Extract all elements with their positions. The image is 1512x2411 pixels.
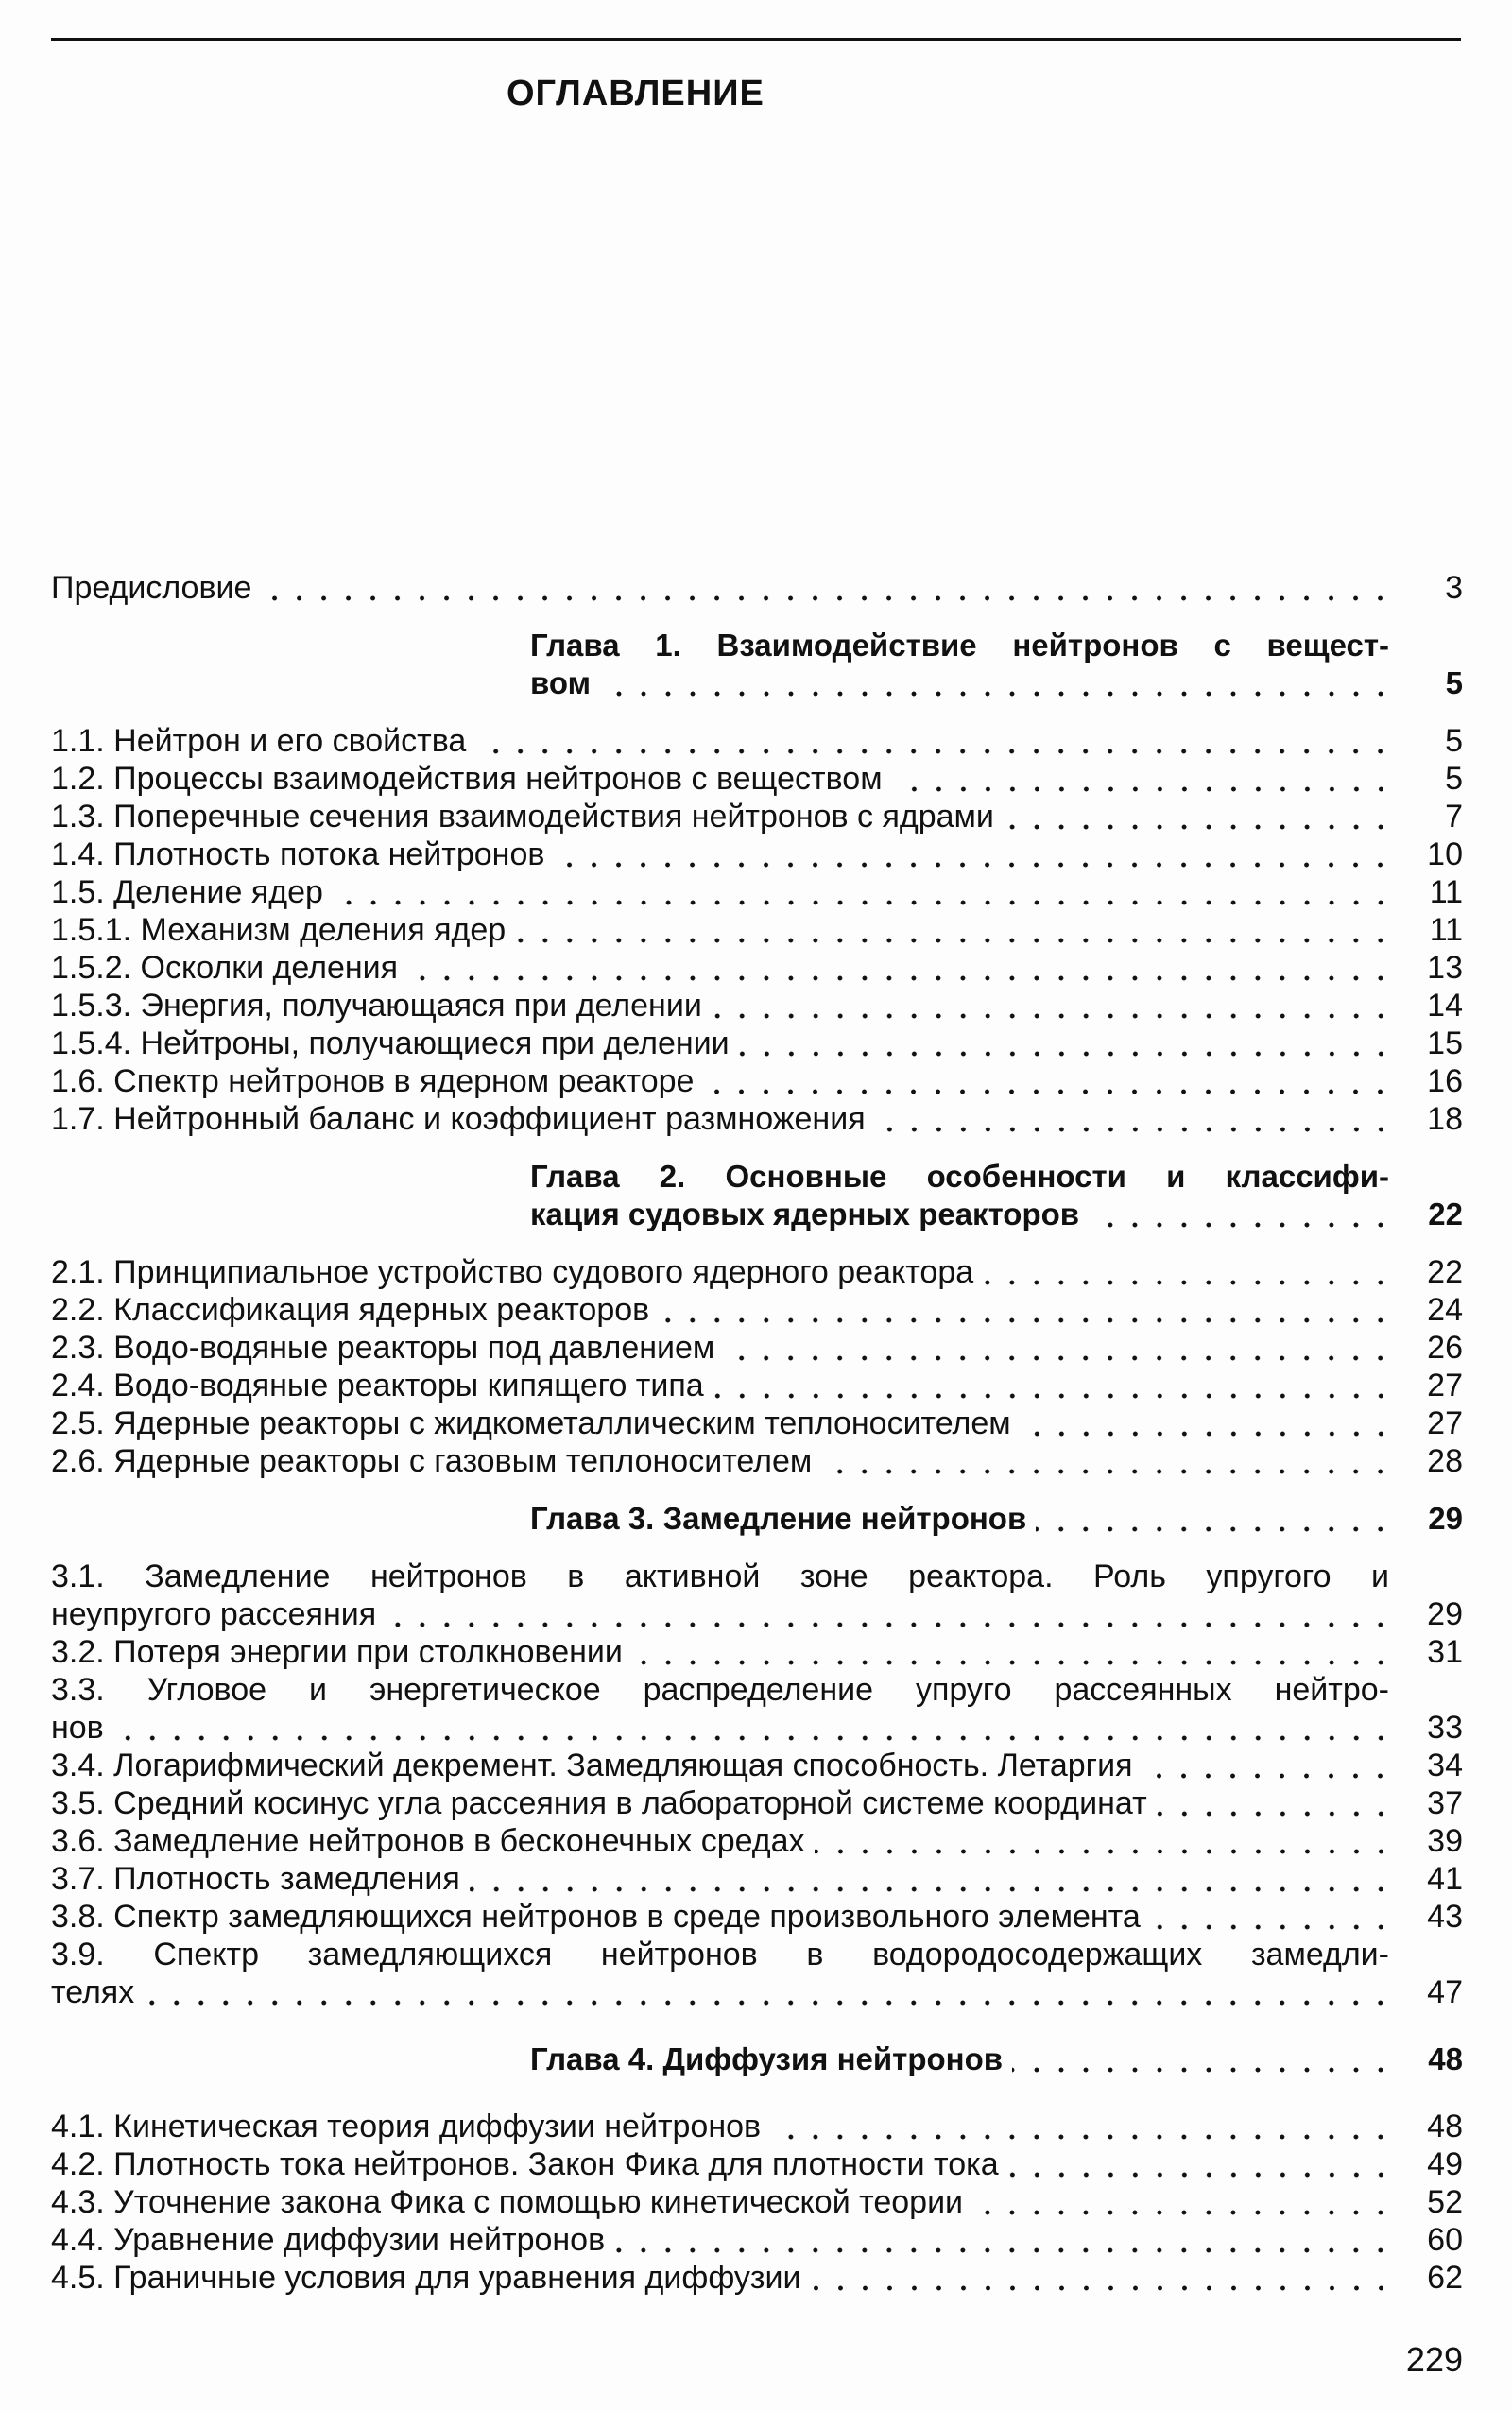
toc-row (51, 1898, 1463, 1936)
toc-row (51, 1404, 1463, 1442)
dot-leader (1021, 1404, 1393, 1442)
entry-title-line: 2.5. Ядерные реакторы с жидкометаллическим теплоносителем (51, 1405, 1011, 1441)
toc-entry (51, 1442, 1463, 1480)
entry-page-number: 5 (1445, 761, 1463, 797)
dot-leader (1157, 1784, 1393, 1822)
toc-entry (51, 1025, 1463, 1062)
toc-row (51, 1253, 1463, 1291)
entry-title-line: 3.1. Замедление нейтронов в активной зоне реактора. Роль упругого и (51, 1559, 1389, 1594)
toc-entry (51, 835, 1463, 873)
entry-page-number: 26 (1427, 1330, 1463, 1366)
toc-row (51, 1973, 1463, 2011)
entry-title-line: 3.9. Спектр замедляющихся нейтронов в водородосодержащих замедли- (51, 1937, 1389, 1972)
entry-page-number: 11 (1429, 874, 1463, 910)
entry-page-number: 27 (1427, 1405, 1463, 1441)
toc-row (51, 835, 1463, 873)
chapter-entries (51, 1558, 1463, 2011)
toc-row-continued (51, 1671, 1463, 1709)
toc-row (51, 1100, 1463, 1138)
toc-row (51, 911, 1463, 949)
toc-entry (51, 987, 1463, 1025)
toc-row (530, 664, 1463, 702)
dot-leader (614, 2221, 1393, 2259)
dot-leader (386, 1595, 1393, 1633)
dot-leader (815, 1822, 1393, 1860)
entry-page-number: 27 (1427, 1368, 1463, 1404)
top-rule (51, 38, 1461, 41)
entry-title-line: 1.5.3. Энергия, получающаяся при делении (51, 988, 702, 1024)
entry-page-number: 15 (1427, 1025, 1463, 1061)
entry-title-line: Глава 1. Взаимодействие нейтронов с вещест- (530, 628, 1389, 663)
entry-page-number: 37 (1427, 1785, 1463, 1821)
toc-row (51, 1025, 1463, 1062)
toc-entry (51, 1784, 1463, 1822)
toc-row (51, 2259, 1463, 2297)
dot-leader (1012, 2041, 1393, 2078)
dot-leader (113, 1709, 1393, 1747)
toc-row (51, 873, 1463, 911)
toc-entry-preface (51, 569, 1463, 607)
toc-row (51, 1633, 1463, 1671)
toc-row (51, 949, 1463, 987)
entry-title-line: 1.5.4. Нейтроны, получающиеся при делении (51, 1025, 730, 1061)
entry-title-line: неупругого рассеяния (51, 1596, 377, 1632)
entry-page-number: 5 (1445, 665, 1463, 700)
entry-title-line: 4.1. Кинетическая теория диффузии нейтронов (51, 2109, 762, 2144)
entry-title-line: 1.5. Деление ядер (51, 874, 323, 910)
entry-title-line: нов (51, 1710, 104, 1746)
toc-row (51, 2221, 1463, 2259)
toc-row (51, 760, 1463, 798)
toc-entry (51, 2221, 1463, 2259)
toc-row-continued (51, 1558, 1463, 1595)
dot-leader (875, 1100, 1393, 1138)
entry-title-line: 3.5. Средний косинус угла рассеяния в лабораторной системе координат (51, 1785, 1147, 1821)
entry-page-number: 18 (1427, 1101, 1463, 1137)
entry-page-number: 7 (1445, 799, 1463, 835)
dot-leader (703, 1062, 1393, 1100)
toc-row (51, 569, 1463, 607)
toc-chapter (51, 1158, 1463, 1480)
toc-entry (51, 1633, 1463, 1671)
dot-leader (261, 569, 1393, 607)
entry-title-line: 3.6. Замедление нейтронов в бесконечных средах (51, 1823, 805, 1859)
toc-entry (51, 2145, 1463, 2183)
toc-row (51, 987, 1463, 1025)
dot-leader (407, 949, 1393, 987)
entry-title-line: 2.4. Водо-водяные реакторы кипящего типа (51, 1368, 704, 1404)
page-number: 229 (1405, 2340, 1463, 2379)
dot-leader (144, 1973, 1393, 2011)
dot-leader (811, 2259, 1393, 2297)
entry-title-line: Глава 2. Основные особенности и классифи- (530, 1159, 1389, 1194)
toc-row (51, 2183, 1463, 2221)
entry-title-line: 2.6. Ядерные реакторы с газовым теплоносителем (51, 1443, 813, 1479)
chapter-entries (51, 1253, 1463, 1480)
entry-title-line: 1.3. Поперечные сечения взаимодействия нейтронов с ядрами (51, 799, 994, 835)
entry-page-number: 3 (1445, 570, 1463, 606)
toc-chapter (51, 627, 1463, 1138)
dot-leader (1004, 798, 1393, 835)
toc-entry (51, 1747, 1463, 1784)
entry-page-number: 29 (1428, 1501, 1463, 1536)
toc-entry (51, 1936, 1463, 2011)
toc-entry (51, 1671, 1463, 1747)
toc-entry (51, 1898, 1463, 1936)
toc-entry (51, 2183, 1463, 2221)
entry-page-number: 48 (1428, 2041, 1463, 2076)
toc-entry (51, 1329, 1463, 1367)
dot-leader (724, 1329, 1393, 1367)
dot-leader (470, 1860, 1393, 1898)
toc-row-continued (51, 1936, 1463, 1973)
entry-page-number: 22 (1428, 1197, 1463, 1231)
entry-title-line: 1.2. Процессы взаимодействия нейтронов с веществом (51, 761, 883, 797)
entry-title-line: 1.6. Спектр нейтронов в ядерном реакторе (51, 1063, 695, 1099)
table-of-contents (51, 569, 1463, 2297)
toc-row (51, 1291, 1463, 1329)
dot-leader (475, 722, 1393, 760)
dot-leader (1150, 1898, 1393, 1936)
entry-page-number: 52 (1427, 2184, 1463, 2220)
chapter-heading (530, 2041, 1463, 2078)
entry-page-number: 49 (1427, 2146, 1463, 2182)
entry-page-number: 22 (1427, 1254, 1463, 1290)
entry-title-line: 2.2. Классификация ядерных реакторов (51, 1292, 650, 1328)
entry-title-line: 1.4. Плотность потока нейтронов (51, 836, 545, 872)
entry-page-number: 11 (1429, 912, 1463, 948)
entry-title-line: 4.2. Плотность тока нейтронов. Закон Фика для плотности тока (51, 2146, 999, 2182)
dot-leader (712, 987, 1393, 1025)
entry-title-line: Глава 3. Замедление нейтронов (530, 1501, 1027, 1536)
chapter-heading (530, 627, 1463, 702)
dot-leader (713, 1367, 1393, 1404)
entry-title-line: кация судовых ядерных реакторов (530, 1197, 1080, 1231)
dot-leader (659, 1291, 1393, 1329)
page-title: ОГЛАВЛЕНИЕ (507, 74, 765, 113)
toc-row (51, 798, 1463, 835)
dot-leader (600, 664, 1393, 702)
toc-chapter (51, 1500, 1463, 2011)
dot-leader (1142, 1747, 1393, 1784)
entry-page-number: 14 (1427, 988, 1463, 1024)
entry-page-number: 10 (1427, 836, 1463, 872)
chapter-heading (530, 1500, 1463, 1538)
dot-leader (972, 2183, 1393, 2221)
chapter-entries (51, 722, 1463, 1138)
toc-entry (51, 760, 1463, 798)
entry-title-line: Глава 4. Диффузия нейтронов (530, 2041, 1004, 2076)
entry-title-line: 1.7. Нейтронный баланс и коэффициент размножения (51, 1101, 866, 1137)
entry-title-line: 3.2. Потеря энергии при столкновении (51, 1634, 623, 1670)
toc-row (51, 1062, 1463, 1100)
dot-leader (1008, 2145, 1393, 2183)
entry-page-number: 28 (1427, 1443, 1463, 1479)
entry-title-line: 1.1. Нейтрон и его свойства (51, 723, 467, 759)
entry-title-line: 4.3. Уточнение закона Фика с помощью кинетической теории (51, 2184, 964, 2220)
entry-title-line: 2.3. Водо-водяные реакторы под давлением (51, 1330, 715, 1366)
dot-leader (632, 1633, 1393, 1671)
toc-row (530, 2041, 1463, 2078)
entry-title-line: телях (51, 1974, 135, 2010)
toc-row (51, 1595, 1463, 1633)
toc-entry (51, 1253, 1463, 1291)
entry-title-line: вом (530, 665, 591, 700)
toc-row (51, 1822, 1463, 1860)
toc-entry (51, 722, 1463, 760)
dot-leader (554, 835, 1393, 873)
toc-entry (51, 2108, 1463, 2145)
dot-leader (333, 873, 1393, 911)
entry-title-line: 2.1. Принципиальное устройство судового ядерного реактора (51, 1254, 974, 1290)
toc-chapter (51, 2041, 1463, 2297)
toc-row (530, 1500, 1463, 1538)
toc-row (51, 1442, 1463, 1480)
toc-entry (51, 1291, 1463, 1329)
entry-page-number: 29 (1427, 1596, 1463, 1632)
dot-leader (515, 911, 1393, 949)
entry-page-number: 48 (1427, 2109, 1463, 2144)
dot-leader (983, 1253, 1393, 1291)
entry-page-number: 31 (1427, 1634, 1463, 1670)
toc-entry (51, 1404, 1463, 1442)
toc-entry (51, 1860, 1463, 1898)
dot-leader (739, 1025, 1393, 1062)
entry-page-number: 24 (1427, 1292, 1463, 1328)
entry-title-line: 4.4. Уравнение диффузии нейтронов (51, 2222, 606, 2258)
entry-title-line: Предисловие (51, 570, 252, 606)
entry-page-number: 34 (1427, 1748, 1463, 1783)
toc-row (530, 1196, 1463, 1233)
entry-page-number: 62 (1427, 2260, 1463, 2296)
dot-leader (770, 2108, 1393, 2145)
toc-entry (51, 1062, 1463, 1100)
toc-entry (51, 911, 1463, 949)
toc-entry (51, 1822, 1463, 1860)
entry-page-number: 43 (1427, 1899, 1463, 1935)
entry-page-number: 47 (1427, 1974, 1463, 2010)
toc-row (51, 1747, 1463, 1784)
toc-entry (51, 949, 1463, 987)
dot-leader (1089, 1196, 1393, 1233)
entry-page-number: 39 (1427, 1823, 1463, 1859)
toc-entry (51, 2259, 1463, 2297)
dot-leader (1036, 1500, 1393, 1538)
entry-title-line: 1.5.1. Механизм деления ядер (51, 912, 507, 948)
entry-title-line: 3.3. Угловое и энергетическое распределение упруго рассеянных нейтро- (51, 1672, 1389, 1708)
toc-row (51, 2145, 1463, 2183)
entry-page-number: 13 (1427, 950, 1463, 986)
dot-leader (892, 760, 1393, 798)
entry-title-line: 3.8. Спектр замедляющихся нейтронов в среде произвольного элемента (51, 1899, 1141, 1935)
toc-row (51, 2108, 1463, 2145)
toc-row-continued (530, 1158, 1463, 1196)
toc-row-continued (530, 627, 1463, 664)
toc-row (51, 1860, 1463, 1898)
entry-page-number: 41 (1427, 1861, 1463, 1897)
toc-row (51, 1329, 1463, 1367)
toc-row (51, 1367, 1463, 1404)
toc-entry (51, 798, 1463, 835)
toc-row (51, 1709, 1463, 1747)
toc-row (51, 1784, 1463, 1822)
toc-entry (51, 1558, 1463, 1633)
dot-leader (821, 1442, 1393, 1480)
entry-page-number: 16 (1427, 1063, 1463, 1099)
entry-page-number: 60 (1427, 2222, 1463, 2258)
entry-title-line: 1.5.2. Осколки деления (51, 950, 399, 986)
entry-page-number: 5 (1445, 723, 1463, 759)
entry-title-line: 3.7. Плотность замедления (51, 1861, 460, 1897)
entry-title-line: 3.4. Логарифмический декремент. Замедляющая способность. Летаргия (51, 1748, 1133, 1783)
entry-title-line: 4.5. Граничные условия для уравнения диффузии (51, 2260, 801, 2296)
chapter-entries (51, 2108, 1463, 2297)
toc-entry (51, 1367, 1463, 1404)
chapter-heading (530, 1158, 1463, 1233)
entry-page-number: 33 (1427, 1710, 1463, 1746)
toc-entry (51, 1100, 1463, 1138)
toc-entry (51, 873, 1463, 911)
toc-row (51, 722, 1463, 760)
